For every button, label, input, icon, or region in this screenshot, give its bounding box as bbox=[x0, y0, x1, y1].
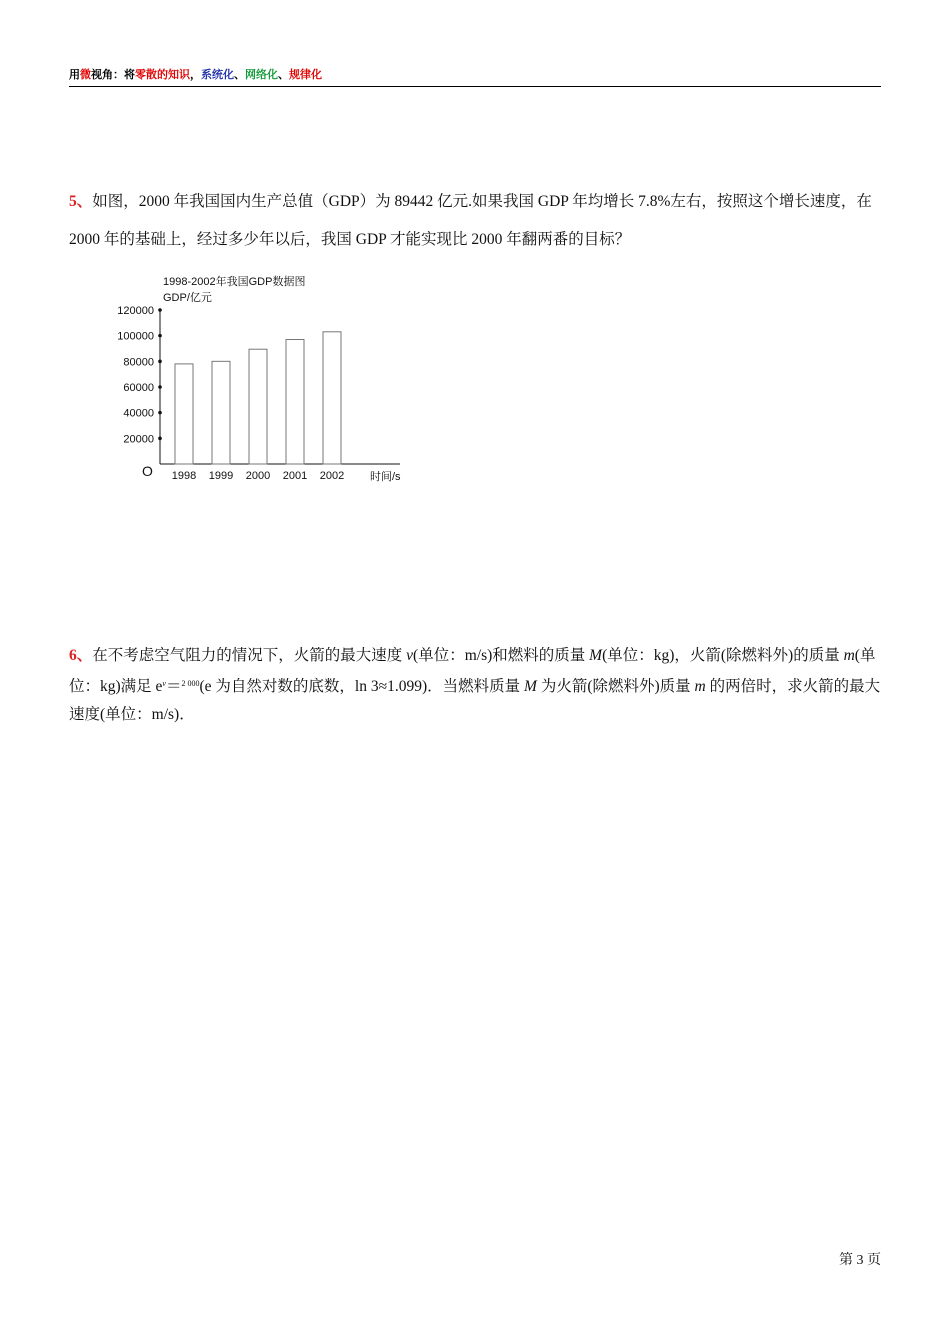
header-part: 用 bbox=[69, 68, 80, 81]
chart-y-ticks bbox=[117, 305, 162, 445]
exponent: v bbox=[162, 679, 166, 688]
header-part: 微 bbox=[80, 68, 91, 81]
header-part: 、 bbox=[234, 68, 245, 81]
text-run: 在不考虑空气阻力的情况下，火箭的最大速度 bbox=[92, 647, 407, 664]
x-tick-label: 2002 bbox=[319, 470, 345, 482]
var-m: m bbox=[694, 678, 706, 695]
var-m: m bbox=[843, 647, 855, 664]
header-part: 网络化 bbox=[245, 68, 278, 81]
text-run: (e 为自然对数的底数，ln 3≈1.099)．当燃料质量 bbox=[199, 678, 525, 695]
bar bbox=[323, 332, 341, 464]
text-run: (单位：kg)，火箭(除燃料外)的质量 bbox=[602, 647, 844, 664]
chart-axes bbox=[160, 310, 400, 464]
y-tick-label: 40000 bbox=[123, 407, 154, 420]
text-run: ＝ bbox=[165, 678, 182, 695]
var-M: M bbox=[589, 647, 603, 664]
header-part: 系统化 bbox=[201, 68, 234, 81]
y-tick-mark bbox=[158, 334, 162, 338]
page-number: 第 3 页 bbox=[839, 1253, 881, 1268]
x-tick-label: 1998 bbox=[171, 470, 197, 482]
question-text: 如图，2000 年我国国内生产总值（GDP）为 89442 亿元.如果我国 GDP 年均增长 7.8%左右，按照这个增长速度，在 2000 年的基础上，经过多少年以后，我国 GDP 才能实现比 2000 年翻两番的目标？ bbox=[69, 193, 872, 248]
question-5 bbox=[69, 183, 881, 259]
y-tick-label: 120000 bbox=[117, 305, 154, 317]
y-tick-mark bbox=[158, 360, 162, 364]
var-v: v bbox=[406, 647, 414, 664]
question-number: 5、 bbox=[69, 193, 93, 210]
y-tick-label: 60000 bbox=[123, 382, 154, 394]
chart-y-label: GDP/亿元 bbox=[163, 292, 212, 304]
y-tick-mark bbox=[158, 308, 162, 312]
x-tick-label: 1999 bbox=[208, 470, 234, 482]
bar bbox=[249, 349, 267, 464]
bar bbox=[286, 340, 304, 464]
chart-origin-label: O bbox=[142, 463, 153, 479]
chart-title: 1998-2002年我国GDP数据图 bbox=[163, 276, 306, 288]
y-tick-mark bbox=[158, 385, 162, 389]
text-run: 为火箭(除燃料外)质量 bbox=[536, 678, 695, 695]
bar bbox=[175, 364, 193, 464]
text-run: (单位：kg)满足 e bbox=[69, 647, 876, 695]
y-tick-label: 80000 bbox=[123, 356, 154, 369]
x-tick-label: 2000 bbox=[245, 470, 271, 482]
gdp-bar-chart bbox=[100, 270, 420, 490]
header-part: ， bbox=[190, 68, 201, 81]
exponent: 2 000 bbox=[181, 679, 200, 688]
header-part: 、 bbox=[278, 68, 289, 81]
question-6 bbox=[69, 642, 881, 729]
bar bbox=[212, 361, 230, 464]
chart-x-ticks bbox=[172, 470, 344, 482]
text-run: 的两倍时，求火箭的最大速度(单位：m/s)． bbox=[69, 678, 881, 723]
y-tick-mark bbox=[158, 437, 162, 441]
y-tick-label: 100000 bbox=[117, 330, 154, 343]
question-number: 6、 bbox=[69, 647, 93, 664]
y-tick-label: 20000 bbox=[123, 433, 154, 446]
header-part: 规律化 bbox=[289, 68, 322, 81]
text-run: (单位：m/s)和燃料的质量 bbox=[413, 647, 590, 664]
chart-bars bbox=[175, 332, 341, 464]
page-header bbox=[69, 66, 881, 87]
header-part: 零散的知识 bbox=[135, 68, 190, 81]
chart-x-label: 时间/s bbox=[370, 471, 401, 483]
header-part: 视角：将 bbox=[91, 68, 135, 81]
var-M: M bbox=[524, 678, 537, 695]
x-tick-label: 2001 bbox=[282, 470, 308, 482]
y-tick-mark bbox=[158, 411, 162, 415]
